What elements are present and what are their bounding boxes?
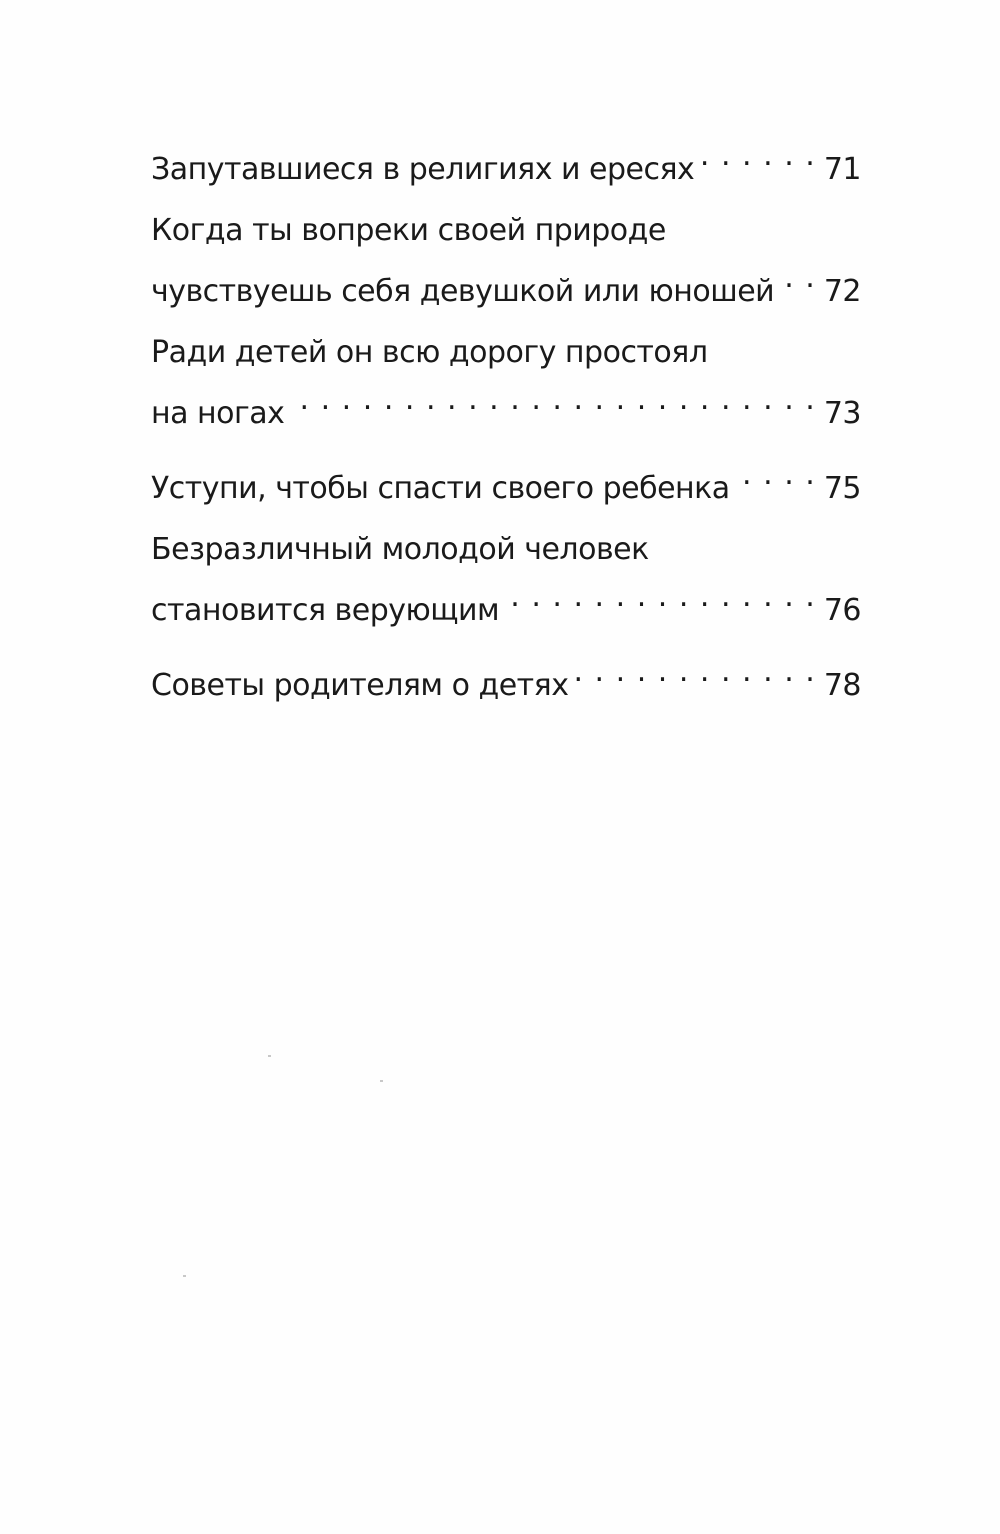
toc-line bbox=[151, 329, 861, 376]
toc-page-number: 78 bbox=[823, 668, 861, 703]
toc-entry-title: Запутавшиеся в религиях и ересях bbox=[151, 152, 695, 187]
toc-line bbox=[151, 573, 861, 634]
toc-entry-title-continued: чувствуешь себя девушкой или юношей bbox=[151, 274, 775, 309]
dot-leader bbox=[700, 132, 816, 179]
toc-entry[interactable] bbox=[151, 451, 861, 512]
toc-line bbox=[151, 648, 861, 709]
dot-leader bbox=[780, 254, 816, 301]
scan-speck bbox=[268, 1055, 271, 1057]
dot-leader bbox=[505, 573, 816, 620]
dot-leader bbox=[290, 376, 815, 423]
toc-entry[interactable] bbox=[151, 329, 861, 437]
toc-entry[interactable] bbox=[151, 207, 861, 315]
toc-entry-title: Советы родителям о детях bbox=[151, 668, 569, 703]
toc-entry-title: Безразличный молодой человек bbox=[151, 532, 649, 567]
toc-page-number: 73 bbox=[823, 396, 861, 431]
toc-entry-title: Уступи, чтобы спасти своего ребенка bbox=[151, 471, 730, 506]
scan-speck bbox=[183, 1275, 186, 1277]
toc-line bbox=[151, 254, 861, 315]
scan-speck bbox=[380, 1080, 383, 1082]
toc-entry-title: Ради детей он всю дорогу простоял bbox=[151, 335, 708, 370]
toc-line bbox=[151, 132, 861, 193]
toc-line bbox=[151, 451, 861, 512]
toc-line bbox=[151, 207, 861, 254]
dot-leader bbox=[736, 451, 816, 498]
toc-page-number: 75 bbox=[823, 471, 861, 506]
dot-leader bbox=[574, 648, 815, 695]
toc-page-number: 76 bbox=[823, 593, 861, 628]
toc-entry-title-continued: становится верующим bbox=[151, 593, 500, 628]
toc-entry-title: Когда ты вопреки своей природе bbox=[151, 213, 666, 248]
table-of-contents bbox=[151, 132, 861, 723]
toc-page-number: 71 bbox=[823, 152, 861, 187]
toc-entry[interactable] bbox=[151, 526, 861, 634]
toc-line bbox=[151, 526, 861, 573]
toc-entry[interactable] bbox=[151, 132, 861, 193]
toc-page-number: 72 bbox=[823, 274, 861, 309]
toc-line bbox=[151, 376, 861, 437]
toc-entry-title-continued: на ногах bbox=[151, 396, 285, 431]
toc-entry[interactable] bbox=[151, 648, 861, 709]
